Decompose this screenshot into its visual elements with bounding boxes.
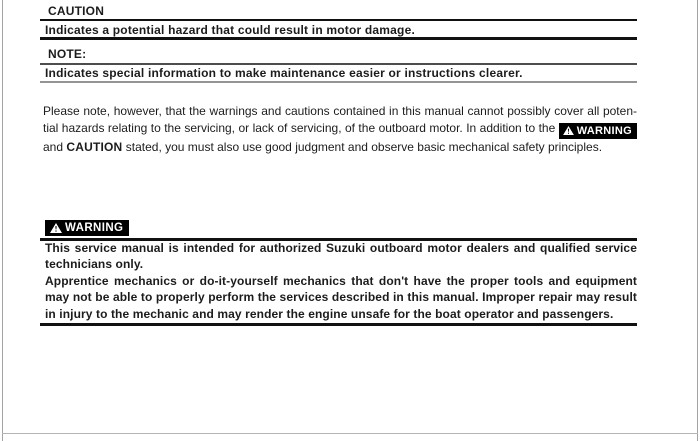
warning-line: may not be able to properly perform the services described in this manual. Improper repair may result <box>45 290 637 305</box>
note-heading: NOTE: <box>48 47 87 61</box>
intro-paragraph-caution-word: CAUTION <box>66 139 123 154</box>
warning-line: in injury to the mechanic and may render the engine unsafe for the boat operator and passengers. <box>45 306 614 321</box>
intro-paragraph-line-1: Please note, however, that the warnings and cautions contained in this manual cannot possibly cover all poten- <box>43 104 637 118</box>
intro-paragraph-line-2 <box>43 120 637 139</box>
warning-triangle-icon <box>563 126 574 135</box>
page-edge-right <box>697 0 698 441</box>
warning-badge <box>45 220 129 236</box>
warning-triangle-icon <box>50 223 62 233</box>
note-body: Indicates special information to make maintenance easier or instructions clearer. <box>45 66 523 80</box>
warning-line: Apprentice mechanics or do-it-yourself mechanics that don't have the proper tools and equipment <box>45 273 637 288</box>
intro-paragraph-line-2-text: tial hazards relating to the servicing, or lack of servicing, of the outboard motor. In addition to the <box>43 121 556 136</box>
caution-heading: CAUTION <box>48 4 105 18</box>
intro-paragraph-line-3 <box>43 139 637 156</box>
warning-badge-inline <box>559 123 637 139</box>
warning-badge-inline-label: WARNING <box>576 124 632 137</box>
note-rule-bottom <box>40 81 637 83</box>
note-rule-top <box>40 63 637 65</box>
warning-line: technicians only. <box>45 257 144 272</box>
warning-rule-bottom <box>40 323 637 326</box>
caution-body: Indicates a potential hazard that could result in motor damage. <box>45 23 415 37</box>
warning-line: This service manual is intended for authorized Suzuki outboard motor dealers and qualified service <box>45 241 637 255</box>
page-edge-bottom <box>2 433 698 434</box>
warning-badge-label: WARNING <box>65 222 124 234</box>
caution-rule-bottom <box>40 37 637 40</box>
intro-paragraph-line-3-pre: and <box>43 139 67 154</box>
page-edge-left <box>2 0 3 441</box>
caution-rule-top <box>40 19 637 21</box>
warning-text-block <box>45 240 637 322</box>
intro-paragraph-line-3-post: stated, you must also use good judgment and observe basic mechanical safety principles. <box>122 139 603 154</box>
intro-paragraph <box>43 103 637 156</box>
